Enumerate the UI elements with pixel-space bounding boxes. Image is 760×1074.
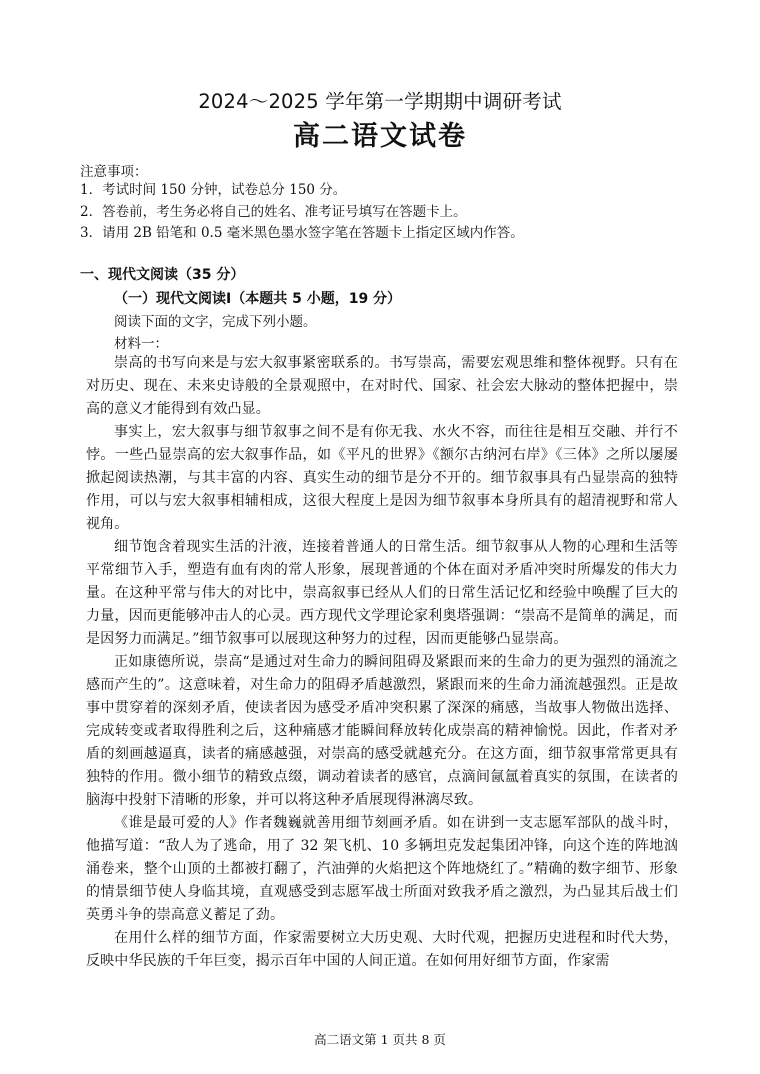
notice-item: 1．考试时间 150 分钟，试卷总分 150 分。 — [80, 182, 347, 198]
passage-paragraph: 事实上，宏大叙事与细节叙事之间不是有你无我、水火不容，而往往是相互交融、并行不悖。一些凸显崇高的宏大叙事作品，如《平凡的世界》《额尔古纳河右岸》《三体》之所以屡屡掀起阅读热潮，与其丰富的内容、真实生动的细节是分不开的。细节叙事具有凸显崇高的独特作用，可以与宏大叙事相辅相成，这很大程度上是因为细节叙事本身所具有的超清视野和常人视角。 — [86, 424, 678, 532]
passage-paragraph: 细节饱含着现实生活的汁液，连接着普通人的日常生活。细节叙事从人物的心理和生活等平常细节入手，塑造有血有肉的常人形象，展现普通的个体在面对矛盾冲突时所爆发的伟大力量。在这种平常与伟大的对比中，崇高叙事已经从人们的日常生活记忆和经验中唤醒了巨大的力量，因而更能够冲击人的心灵。西方现代文学理论家利奥塔强调：“崇高不是简单的满足，而是因努力而满足。”细节叙事可以展现这种努力的过程，因而更能够凸显崇高。 — [86, 539, 678, 647]
notice-item: 2．答卷前，考生务必将自己的姓名、准考证号填写在答题卡上。 — [80, 203, 467, 220]
page-footer: 高二语文第 1 页共 8 页 — [314, 1032, 446, 1047]
reading-instruction: 阅读下面的文字，完成下列小题。 — [114, 314, 317, 330]
exam-title: 2024～2025 学年第一学期期中调研考试 — [198, 90, 562, 113]
notice-item: 3．请用 2B 铅笔和 0.5 毫米黑色墨水签字笔在答题卡上指定区域内作答。 — [80, 225, 524, 241]
passage-paragraph: 正如康德所说，崇高“是通过对生命力的瞬间阻碍及紧跟而来的生命力的更为强烈的涌流之感而产生的”。这意味着，对生命力的阻碍矛盾越激烈，紧跟而来的生命力涌流越强烈。正是故事中贯穿着的深刻矛盾，使读者因为感受矛盾冲突积累了深深的痛感，当故事人物做出选择、完成转变或者取得胜利之后，这种痛感才能瞬间释放转化成崇高的精神愉悦。因此，作者对矛盾的刻画越逼真，读者的痛感越强，对崇高的感受就越充分。在这方面，细节叙事常常更具有独特的作用。微小细节的精致点缀，调动着读者的感官，点滴间氤氲着真实的氛围，在读者的脑海中投射下清晰的形象，并可以将这种矛盾展现得淋漓尽致。 — [86, 654, 678, 808]
paper-title: 高二语文试卷 — [293, 121, 467, 152]
passage-body — [86, 352, 678, 973]
passage-paragraph: 《谁是最可爱的人》作者魏巍就善用细节刻画矛盾。如在讲到一支志愿军部队的战斗时，他描写道：“敌人为了逃命，用了 32 架飞机、10 多辆坦克发起集团冲锋，向这个连的阵地汹涌卷来，整个山顶的土都被打翻了，汽油弹的火焰把这个阵地烧红了。”精确的数字细节、形象的情景细节使人身临其境，直观感受到志愿军战士所面对致我矛盾之激烈，为凸显其后战士们英勇斗争的崇高意义蓄足了劲。 — [86, 815, 678, 923]
passage-paragraph: 崇高的书写向来是与宏大叙事紧密联系的。书写崇高，需要宏观思维和整体视野。只有在对历史、现在、未来史诗般的全景观照中，在对时代、国家、社会宏大脉动的整体把握中，崇高的意义才能得到有效凸显。 — [86, 355, 678, 417]
notice-list — [80, 180, 524, 245]
notice-heading: 注意事项： — [80, 164, 148, 180]
passage-paragraph: 在用什么样的细节方面，作家需要树立大历史观、大时代观，把握历史进程和时代大势，反映中华民族的千年巨变，揭示百年中国的人间正道。在如何用好细节方面，作家需 — [86, 930, 678, 969]
material-label: 材料一： — [114, 336, 168, 352]
section-subtitle: （一）现代文阅读Ⅰ（本题共 5 小题，19 分） — [114, 291, 402, 307]
section-title: 一、现代文阅读（35 分） — [80, 267, 245, 283]
